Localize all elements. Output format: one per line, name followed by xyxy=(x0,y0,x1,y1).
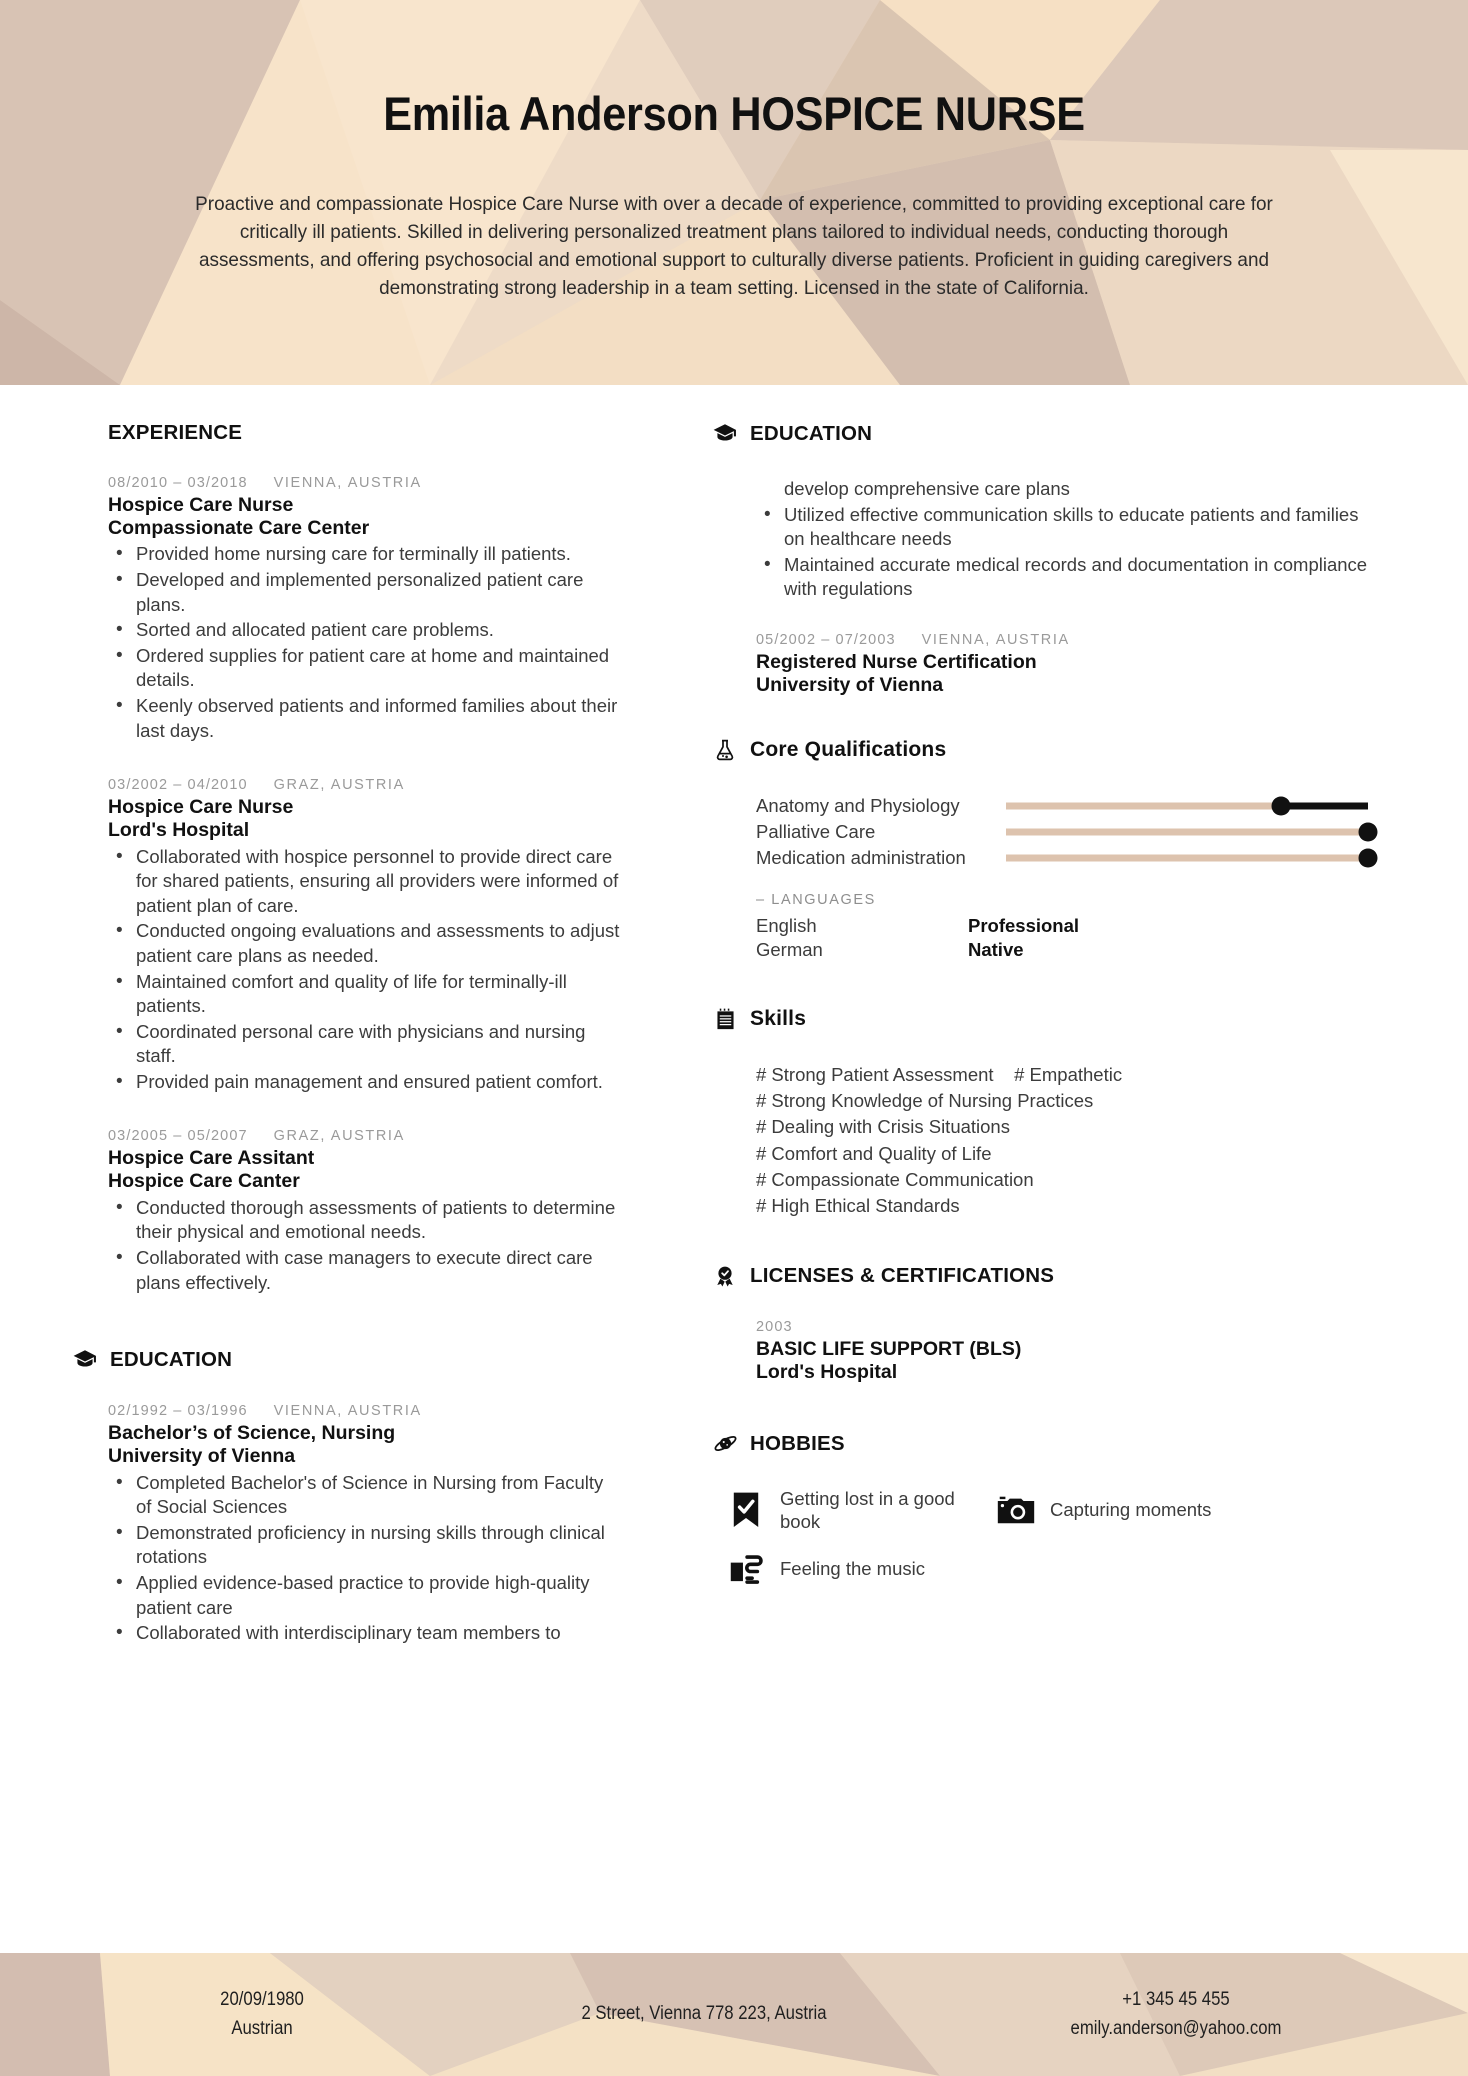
experience-location: GRAZ, AUSTRIA xyxy=(273,777,405,794)
slider-fill xyxy=(1006,802,1281,809)
education-continued xyxy=(712,477,1368,697)
hobby-label: Capturing moments xyxy=(1050,1499,1212,1521)
section-header-education-right xyxy=(712,421,1368,447)
slider-fill xyxy=(1006,828,1368,835)
list-item: • Ordered supplies for patient care at home and maintained details. xyxy=(108,644,620,693)
language-name: English xyxy=(756,915,817,937)
slider-fill xyxy=(1006,854,1368,861)
experience-location: GRAZ, AUSTRIA xyxy=(273,1128,405,1145)
slider-knob[interactable] xyxy=(1359,822,1378,841)
section-header-education-left xyxy=(72,1347,620,1373)
list-item: • Maintained comfort and quality of life for terminally-ill patients. xyxy=(108,970,620,1019)
qualification-slider[interactable] xyxy=(1006,821,1368,843)
education-school: University of Vienna xyxy=(756,673,944,696)
section-header-licenses xyxy=(712,1263,1368,1289)
qualification-slider[interactable] xyxy=(1006,795,1368,817)
license-item xyxy=(712,1319,1368,1384)
skills-list xyxy=(712,1062,1368,1220)
education-bullets xyxy=(108,1471,620,1646)
section-header-core-qualifications xyxy=(712,737,1368,763)
hobby-label: Feeling the music xyxy=(780,1558,925,1580)
list-item: • Provided home nursing care for terminally ill patients. xyxy=(108,542,620,567)
list-item: • Conducted ongoing evaluations and assessments to adjust patient care plans as needed. xyxy=(108,919,620,968)
license-year-value: 2003 xyxy=(756,1319,793,1336)
resume-header xyxy=(0,0,1468,385)
education-meta xyxy=(108,1403,620,1419)
education-school: University of Vienna xyxy=(108,1445,296,1468)
list-item: • Collaborated with hospice personnel to provide direct care for shared patients, ensuring all providers were informed of patient plan of care. xyxy=(108,845,620,919)
qualification-label: Medication administration xyxy=(756,847,966,869)
language-name: German xyxy=(756,939,823,961)
list-item: • Keenly observed patients and informed families about their last days. xyxy=(108,694,620,743)
education-dates: 05/2002 – 07/2003 xyxy=(756,631,896,648)
footer-contact xyxy=(1000,1986,1352,2043)
qualification-row xyxy=(756,845,1368,870)
section-title-licenses: LICENSES & CERTIFICATIONS xyxy=(750,1264,1055,1288)
languages-label: – LANGUAGES xyxy=(756,892,876,909)
footer-address-value: 2 Street, Vienna 778 223, Austria xyxy=(581,2003,827,2025)
footer-phone: +1 345 45 455 xyxy=(1122,1989,1230,2010)
education-continued-bullets xyxy=(756,477,1368,602)
hobby-item xyxy=(996,1487,1226,1533)
left-column xyxy=(0,421,660,1953)
award-ribbon-icon xyxy=(712,1263,738,1289)
list-item: • Sorted and allocated patient care problems. xyxy=(108,618,620,643)
language-row xyxy=(756,938,1368,962)
qualification-label: Palliative Care xyxy=(756,821,876,843)
experience-dates: 08/2010 – 03/2018 xyxy=(108,475,248,491)
slider-knob[interactable] xyxy=(1272,796,1291,815)
experience-meta xyxy=(108,1128,620,1144)
graduation-cap-icon xyxy=(72,1347,98,1373)
camera-icon xyxy=(996,1490,1036,1530)
graduation-cap-icon xyxy=(712,421,738,447)
skill-line: # Strong Knowledge of Nursing Practices xyxy=(756,1089,1094,1111)
section-title-core-qualifications: Core Qualifications xyxy=(750,738,947,762)
section-title-hobbies: HOBBIES xyxy=(750,1431,845,1455)
section-title-education-left: EDUCATION xyxy=(110,1348,233,1372)
qualification-row xyxy=(756,793,1368,818)
skill-line: # Strong Patient Assessment # Empathetic xyxy=(756,1063,1123,1085)
slider-knob[interactable] xyxy=(1359,848,1378,867)
qualification-slider[interactable] xyxy=(1006,847,1368,869)
skill-line: # Compassionate Communication xyxy=(756,1168,1034,1190)
list-item: • Provided pain management and ensured patient comfort. xyxy=(108,1070,620,1095)
list-item: • Applied evidence-based practice to provide high-quality patient care xyxy=(108,1571,620,1620)
section-title-skills: Skills xyxy=(750,1006,807,1030)
list-item: develop comprehensive care plans xyxy=(784,478,1070,499)
experience-dates: 03/2005 – 05/2007 xyxy=(108,1128,248,1145)
education-degree: Bachelor’s of Science, Nursing xyxy=(108,1422,396,1445)
section-header-skills xyxy=(712,1006,1368,1032)
list-item: • Utilized effective communication skills to educate patients and families on healthcare needs xyxy=(756,503,1368,552)
education-dates: 02/1992 – 03/1996 xyxy=(108,1403,248,1420)
experience-role: Hospice Care Nurse xyxy=(108,494,294,516)
list-item: • Developed and implemented personalized patient care plans. xyxy=(108,568,620,617)
experience-item xyxy=(108,475,620,743)
experience-bullets xyxy=(108,845,620,1095)
education-location: VIENNA, AUSTRIA xyxy=(921,631,1070,648)
language-row xyxy=(756,914,1368,938)
education-item xyxy=(108,1403,620,1646)
resume-footer xyxy=(0,1953,1468,2076)
section-header-experience xyxy=(108,421,620,445)
footer-personal xyxy=(112,1986,411,2043)
experience-org: Hospice Care Canter xyxy=(108,1170,300,1193)
footer-birthdate: 20/09/1980 xyxy=(220,1989,304,2010)
hobby-item xyxy=(726,1549,956,1589)
license-year xyxy=(756,1319,1368,1335)
experience-dates: 03/2002 – 04/2010 xyxy=(108,777,248,794)
section-header-hobbies xyxy=(712,1431,1368,1457)
experience-meta xyxy=(108,475,620,491)
language-level: Professional xyxy=(968,915,1080,937)
list-item: • Maintained accurate medical records and documentation in compliance with regulations xyxy=(756,553,1368,602)
license-name: BASIC LIFE SUPPORT (BLS) xyxy=(756,1338,1022,1361)
experience-location: VIENNA, AUSTRIA xyxy=(273,475,422,491)
experience-org: Lord's Hospital xyxy=(108,819,250,842)
bookmark-check-icon xyxy=(726,1490,766,1530)
professional-summary: Proactive and compassionate Hospice Care Nurse with over a decade of experience, committed to providing exceptional care for critically ill patients. Skilled in delivering personalized treatment plans tailored to individual needs, conducting thorough assessments, and offering psychosocial and emotional support to culturally diverse patients. Proficient in guiding caregivers and demonstrating strong leadership in a team setting. Licensed in the state of California. xyxy=(195,192,1273,300)
experience-bullets xyxy=(108,542,620,743)
right-column xyxy=(660,421,1468,1953)
list-item: • Conducted thorough assessments of patients to determine their physical and emotional needs. xyxy=(108,1196,620,1245)
section-title-experience: EXPERIENCE xyxy=(108,421,243,444)
qualification-label: Anatomy and Physiology xyxy=(756,795,960,817)
hobby-label: Getting lost in a good book xyxy=(780,1487,955,1532)
experience-item xyxy=(108,777,620,1094)
skill-line: # Comfort and Quality of Life xyxy=(756,1142,992,1164)
list-item: • Collaborated with interdisciplinary team members to xyxy=(108,1621,620,1646)
education-meta xyxy=(756,632,1368,648)
education-degree: Registered Nurse Certification xyxy=(756,650,1037,673)
language-level: Native xyxy=(968,939,1024,961)
music-equalizer-icon xyxy=(726,1549,766,1589)
experience-meta xyxy=(108,777,620,793)
section-title-education-right: EDUCATION xyxy=(750,422,873,445)
list-item: • Demonstrated proficiency in nursing skills through clinical rotations xyxy=(108,1521,620,1570)
experience-role: Hospice Care Nurse xyxy=(108,796,294,819)
core-qualifications-list xyxy=(712,793,1368,961)
list-item: • Completed Bachelor's of Science in Nursing from Faculty of Social Sciences xyxy=(108,1471,620,1520)
license-org: Lord's Hospital xyxy=(756,1361,898,1384)
qualification-row xyxy=(756,819,1368,844)
flask-icon xyxy=(712,737,738,763)
page-title: Emilia Anderson HOSPICE NURSE xyxy=(383,87,1085,140)
experience-item xyxy=(108,1128,620,1295)
experience-org: Compassionate Care Center xyxy=(108,517,370,539)
planet-icon xyxy=(712,1431,738,1457)
list-item: • Coordinated personal care with physicians and nursing staff. xyxy=(108,1020,620,1069)
skill-line: # Dealing with Crisis Situations xyxy=(756,1116,1010,1138)
education-location: VIENNA, AUSTRIA xyxy=(273,1403,422,1420)
footer-email[interactable]: emily.anderson@yahoo.com xyxy=(1070,2017,1282,2039)
skill-line: # High Ethical Standards xyxy=(756,1195,960,1217)
list-item: • Collaborated with case managers to execute direct care plans effectively. xyxy=(108,1246,620,1295)
hobby-item xyxy=(726,1487,956,1533)
footer-address xyxy=(465,2000,944,2029)
notepad-icon xyxy=(712,1006,738,1032)
footer-nationality: Austrian xyxy=(231,2017,293,2039)
experience-bullets xyxy=(108,1196,620,1295)
resume-body xyxy=(0,385,1468,1953)
experience-role: Hospice Care Assitant xyxy=(108,1147,315,1170)
hobbies-list xyxy=(712,1487,1368,1589)
education-item xyxy=(756,632,1368,697)
